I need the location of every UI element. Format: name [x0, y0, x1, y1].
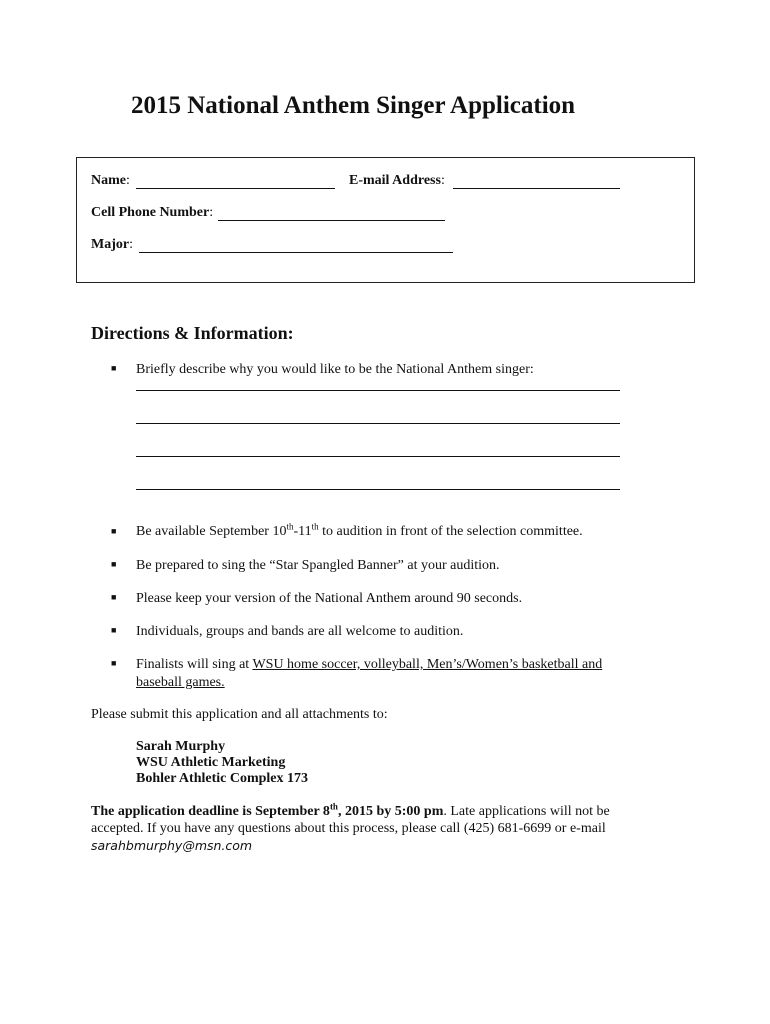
contact-email-link[interactable]: sarahbmurphy@msn.com — [91, 838, 253, 853]
address-name: Sarah Murphy — [136, 739, 226, 754]
bullet-marker: ■ — [111, 559, 117, 569]
answer-line-1[interactable] — [136, 390, 620, 391]
bullet-marker: ■ — [111, 363, 117, 373]
submit-instructions: Please submit this application and all attachments to: — [91, 707, 388, 722]
answer-line-3[interactable] — [136, 456, 620, 457]
bullet-prepared: Be prepared to sing the “Star Spangled Banner” at your audition. — [136, 558, 500, 573]
address-department: WSU Athletic Marketing — [136, 755, 286, 770]
bullet-welcome: Individuals, groups and bands are all welcome to audition. — [136, 624, 464, 639]
bullet-availability: Be available September 10th-11th to audition in front of the selection committee. — [136, 521, 583, 539]
directions-heading: Directions & Information: — [91, 323, 294, 343]
bullet-length: Please keep your version of the National Anthem around 90 seconds. — [136, 591, 523, 606]
bullet-marker: ■ — [111, 526, 117, 536]
deadline-paragraph: The application deadline is September 8th, 2015 by 5:00 pm. Late applications will not be accepted. If you have any questions about this process, please call (425) 681-6699 or e-mail sarahbmurphy@msn.com — [91, 801, 610, 853]
email-field[interactable] — [453, 188, 620, 189]
email-label: E-mail Address: — [349, 173, 445, 188]
bullet-marker: ■ — [111, 592, 117, 602]
bullet-describe: Briefly describe why you would like to be the National Anthem singer: — [136, 362, 534, 377]
phone-label: Cell Phone Number: — [91, 205, 214, 220]
document-title: 2015 National Anthem Singer Application — [131, 92, 576, 119]
answer-line-2[interactable] — [136, 423, 620, 424]
bullet-marker: ■ — [111, 625, 117, 635]
major-field[interactable] — [139, 252, 453, 253]
answer-line-4[interactable] — [136, 489, 620, 490]
phone-field[interactable] — [218, 220, 445, 221]
name-field[interactable] — [136, 188, 335, 189]
name-label: Name: — [91, 173, 130, 188]
bullet-marker: ■ — [111, 658, 117, 668]
address-location: Bohler Athletic Complex 173 — [136, 771, 309, 786]
major-label: Major: — [91, 237, 133, 252]
bullet-finalists: Finalists will sing at WSU home soccer, volleyball, Men’s/Women’s basketball and baseball games. — [136, 657, 603, 690]
applicant-info-box — [76, 157, 695, 283]
